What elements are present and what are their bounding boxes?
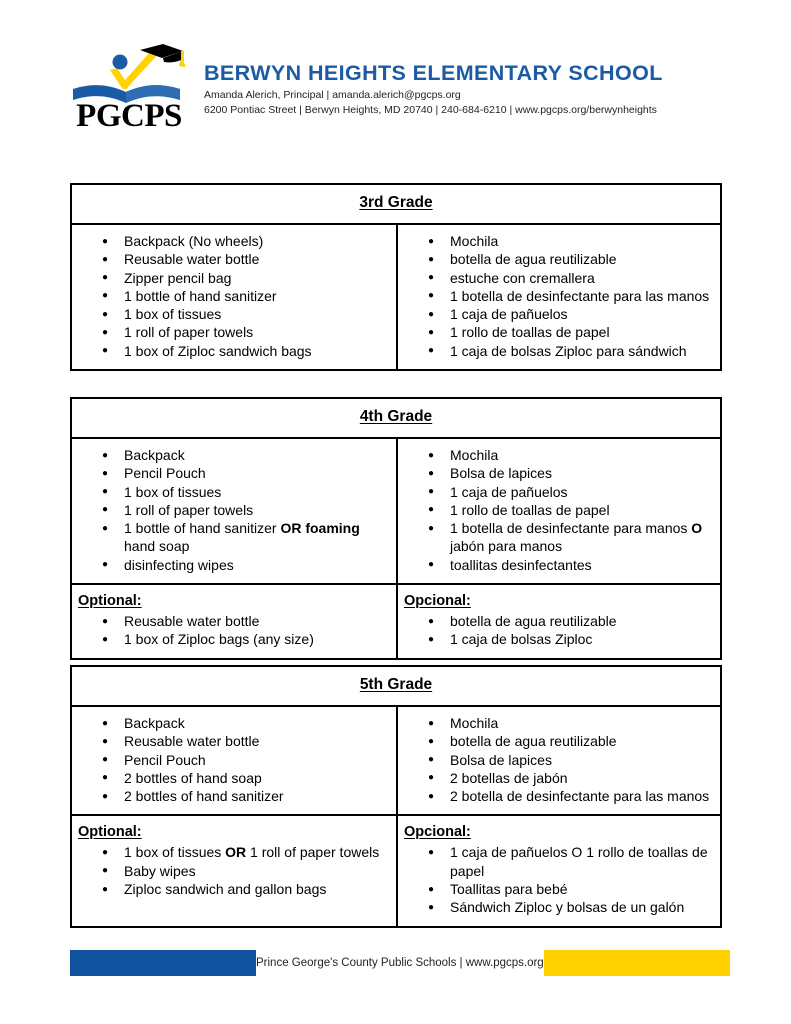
supply-item (398, 519, 714, 556)
grade-title-row (72, 399, 720, 439)
supply-list-english (72, 446, 390, 574)
supply-list-spanish (398, 232, 714, 360)
supply-item (398, 556, 714, 574)
supply-item (398, 787, 714, 805)
supply-item (72, 630, 390, 648)
supply-item (398, 250, 714, 268)
supply-item (398, 342, 714, 360)
supply-item (398, 483, 714, 501)
supply-item (72, 843, 390, 861)
supply-item (72, 714, 390, 732)
supply-item (398, 446, 714, 464)
supply-list-english (72, 843, 390, 898)
supply-item (398, 732, 714, 750)
supply-item (398, 232, 714, 250)
spanish-column (398, 225, 720, 369)
supply-item (398, 714, 714, 732)
supply-item-text: 1 caja de bolsas Ziploc (450, 631, 593, 648)
supply-item-text: Pencil Pouch (124, 751, 206, 768)
supply-item-text: Bolsa de lapices (450, 751, 552, 768)
supply-item-text: 1 box of Ziploc bags (any size) (124, 631, 314, 648)
supply-item-text: Mochila (450, 715, 499, 731)
optional-heading-spanish: Opcional: (404, 824, 471, 841)
supply-item (398, 269, 714, 287)
supply-item (72, 769, 390, 787)
supply-item (398, 323, 714, 341)
pgcps-logo (70, 42, 188, 138)
contact-line-principal: Amanda Alerich, Principal | amanda.alerich@pgcps.org (204, 88, 461, 101)
supply-item-text: estuche con cremallera (450, 269, 595, 286)
supply-list-english (72, 714, 390, 805)
supply-item-text: 1 caja de bolsas Ziploc para sándwich (450, 342, 687, 359)
header-text-block (188, 42, 723, 118)
supply-item (72, 862, 390, 880)
supply-item (72, 269, 390, 287)
supply-list-spanish (398, 843, 714, 916)
optional-heading-english: Optional: (78, 593, 142, 610)
supply-item (72, 464, 390, 482)
supply-item (72, 305, 390, 323)
supply-item-text: 1 box of tissues (124, 483, 222, 500)
supply-item-text: toallitas desinfectantes (450, 556, 592, 573)
supply-item (398, 501, 714, 519)
supply-item-text: Sándwich Ziploc y bolsas de un galón (450, 899, 685, 916)
supply-item (72, 501, 390, 519)
supply-item-text: jabón para manos (450, 538, 563, 555)
supply-item-emphasis: O (691, 520, 703, 537)
english-column (72, 225, 398, 369)
supply-item (72, 519, 390, 556)
supply-item-text: botella de agua reutilizable (450, 733, 617, 750)
supply-item-text: hand soap (124, 538, 190, 555)
english-column (72, 585, 398, 658)
supply-item-text: 1 caja de pañuelos (450, 483, 568, 500)
supply-item (72, 446, 390, 464)
grade-table (70, 665, 722, 928)
supply-item-text: Reusable water bottle (124, 613, 260, 630)
supply-item (398, 305, 714, 323)
optional-section (72, 814, 720, 925)
footer-text: Prince George's County Public Schools | www.pgcps.org (256, 957, 544, 969)
supply-item (72, 787, 390, 805)
supply-item-text: 2 bottles of hand soap (124, 769, 262, 786)
supply-item-text: Ziploc sandwich and gallon bags (124, 881, 327, 898)
grade-table (70, 397, 722, 660)
supply-item (72, 250, 390, 268)
supply-item (72, 612, 390, 630)
supply-item (398, 287, 714, 305)
supply-item-text: botella de agua reutilizable (450, 251, 617, 268)
supply-list-english (72, 612, 390, 649)
supply-list-spanish (398, 446, 714, 574)
supply-item (72, 880, 390, 898)
supply-item-text: Backpack (124, 715, 185, 731)
supply-item-text: 1 box of tissues (124, 306, 222, 323)
supply-item (72, 556, 390, 574)
logo-wordmark: PGCPS (76, 98, 182, 134)
footer-yellow-bar (544, 950, 730, 976)
page-header (70, 42, 723, 140)
supply-item (72, 287, 390, 305)
supply-list-spanish (398, 612, 714, 649)
supply-item-text: 2 botellas de jabón (450, 769, 568, 786)
supply-item (72, 732, 390, 750)
supply-item (72, 342, 390, 360)
supply-item (398, 612, 714, 630)
supply-item-text: Pencil Pouch (124, 465, 206, 482)
english-column (72, 707, 398, 814)
supply-item-text: 1 caja de pañuelos (450, 306, 568, 323)
required-section (72, 439, 720, 583)
supply-item-text: 1 roll of paper towels (124, 324, 254, 341)
page-footer (70, 950, 723, 976)
supply-item (72, 751, 390, 769)
supply-item-text: disinfecting wipes (124, 556, 234, 573)
supply-item (398, 751, 714, 769)
supply-item-text: 1 box of Ziploc sandwich bags (124, 342, 312, 359)
supply-item-text: 1 caja de pañuelos O 1 rollo de toallas de papel (450, 844, 708, 879)
grade-title: 5th Grade (359, 676, 433, 693)
spanish-column (398, 816, 720, 925)
supply-item-text: 1 roll of paper towels (124, 501, 254, 518)
supply-item-text: botella de agua reutilizable (450, 613, 617, 630)
supply-item-text: 1 roll of paper towels (246, 844, 380, 861)
grade-table (70, 183, 722, 371)
optional-heading-english: Optional: (78, 824, 142, 841)
supply-item-text: 1 rollo de toallas de papel (450, 324, 610, 341)
supply-item-text: Reusable water bottle (124, 733, 260, 750)
supply-item-text: Zipper pencil bag (124, 269, 232, 286)
supply-item (72, 323, 390, 341)
supply-list-spanish (398, 714, 714, 805)
supply-item (398, 769, 714, 787)
supply-item (72, 483, 390, 501)
supply-item-emphasis: OR foaming (280, 520, 360, 537)
optional-section (72, 583, 720, 658)
supply-item (398, 630, 714, 648)
supply-item-text: 2 botella de desinfectante para las manos (450, 788, 710, 805)
required-section (72, 225, 720, 369)
spanish-column (398, 439, 720, 583)
optional-heading-spanish: Opcional: (404, 593, 471, 610)
required-section (72, 707, 720, 814)
supply-item-text: Backpack (No wheels) (124, 233, 264, 249)
supply-item (398, 898, 714, 916)
supply-item (398, 843, 714, 880)
supply-item-text: 1 bottle of hand sanitizer (124, 520, 281, 537)
supply-item-text: Toallitas para bebé (450, 881, 568, 898)
grade-title: 3rd Grade (359, 194, 433, 211)
footer-blue-bar (70, 950, 256, 976)
contact-line-address: 6200 Pontiac Street | Berwyn Heights, MD 20740 | 240-684-6210 | www.pgcps.org/berwynheights (204, 103, 657, 116)
spanish-column (398, 707, 720, 814)
supply-item (398, 464, 714, 482)
supply-item-text: Backpack (124, 447, 185, 463)
supply-item-text: 1 box of tissues (124, 844, 226, 861)
supply-item-text: Mochila (450, 447, 499, 463)
supply-item-text: 1 bottle of hand sanitizer (124, 287, 277, 304)
supply-item-text: Reusable water bottle (124, 251, 260, 268)
spanish-column (398, 585, 720, 658)
english-column (72, 439, 398, 583)
grade-title-row (72, 185, 720, 225)
supply-item-text: 1 botella de desinfectante para las manos (450, 287, 710, 304)
supply-item (72, 232, 390, 250)
supply-item-text: Bolsa de lapices (450, 465, 552, 482)
supply-item-text: 2 bottles of hand sanitizer (124, 788, 284, 805)
supply-list-english (72, 232, 390, 360)
english-column (72, 816, 398, 925)
supply-item-text: Mochila (450, 233, 499, 249)
supply-item-text: 1 botella de desinfectante para manos (450, 520, 692, 537)
grade-title: 4th Grade (359, 408, 433, 425)
supply-item (398, 880, 714, 898)
supply-item-emphasis: OR (225, 844, 247, 861)
supply-item-text: Baby wipes (124, 862, 196, 879)
supply-item-text: 1 rollo de toallas de papel (450, 501, 610, 518)
school-title: BERWYN HEIGHTS ELEMENTARY SCHOOL (204, 61, 663, 85)
grade-title-row (72, 667, 720, 707)
